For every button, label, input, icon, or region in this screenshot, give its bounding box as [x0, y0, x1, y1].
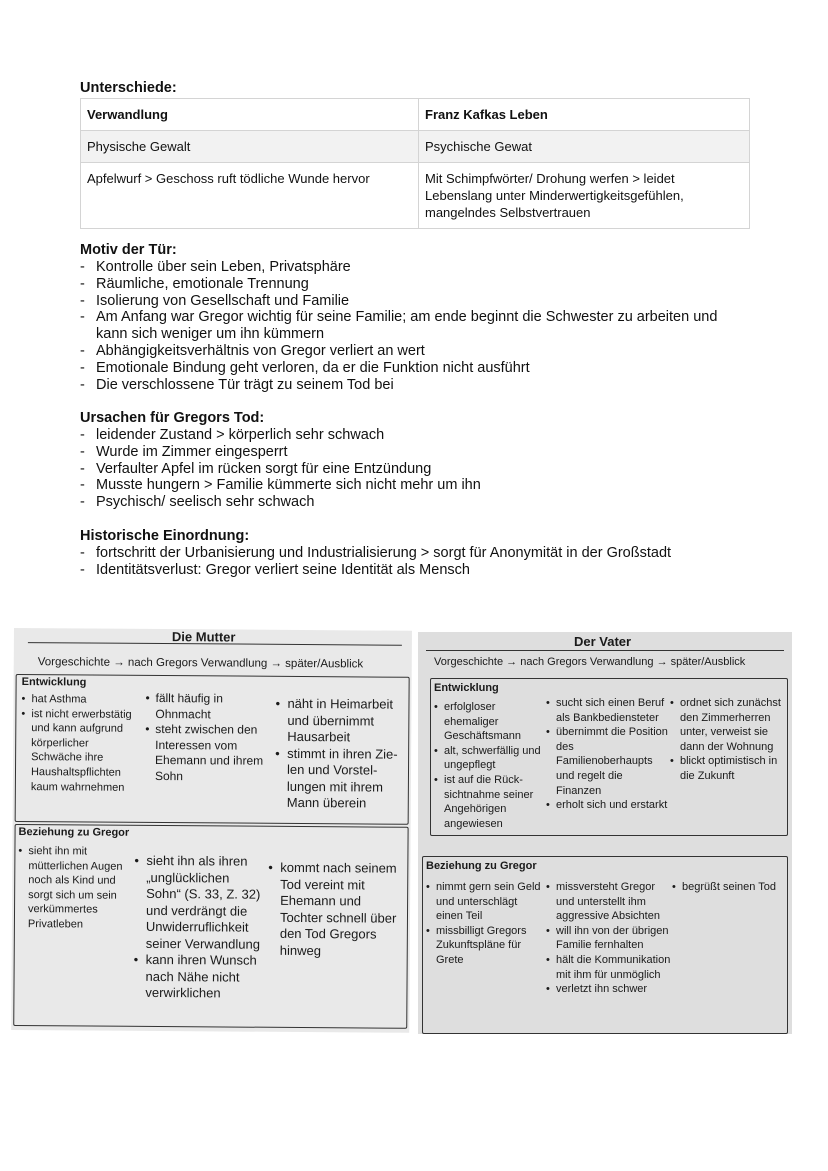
historisch-list [80, 545, 780, 579]
table-cell: Psychische Gewat [419, 131, 750, 163]
list-item: • erholt sich und erstarkt [546, 798, 668, 813]
historisch-heading: Historische Einordnung: [80, 528, 250, 544]
ursachen-list [80, 427, 750, 511]
list-item: • sucht sich einen Beruf als Bankbediensteter [546, 696, 668, 725]
mutter-title: Die Mutter [171, 629, 236, 645]
list-item: • missbilligt Gregors Zukunftspläne für Grete [426, 924, 542, 968]
flow-step: Vorgeschichte [37, 656, 111, 669]
list-item: - Verfaulter Apfel im rücken sorgt für eine Entzündung [80, 461, 750, 478]
list-item: • ordnet sich zunächst den Zimmerherren unter, verweist sie dann der Wohnung [670, 696, 784, 754]
vater-title: Der Vater [574, 634, 632, 649]
vater-entwicklung-col3 [670, 696, 784, 784]
list-item: • begrüßt seinen Tod [672, 880, 786, 895]
list-item: • hat Asthma [21, 692, 141, 707]
list-item: • ist nicht erwerbstätig und kann aufgrund körperlicher Schwäche ihre Haushaltspflichten kaum wahrnehmen [21, 707, 142, 795]
list-item: • alt, schwerfällig und ungepflegt [434, 744, 544, 773]
list-item: • nimmt gern sein Geld und unterschlägt einen Teil [426, 880, 542, 924]
table-row [81, 131, 750, 163]
ursachen-heading: Ursachen für Gregors Tod: [80, 410, 265, 426]
list-item: • kann ihren Wunsch nach Nähe nicht verwirklichen [133, 952, 263, 1002]
arrow-right-icon: → [270, 657, 283, 670]
vater-entwicklung-col2 [546, 696, 668, 813]
table-header-verwandlung: Verwandlung [81, 99, 419, 131]
list-item: • fällt häufig in Ohnmacht [145, 691, 271, 723]
mutter-beziehung-col3 [268, 860, 405, 960]
flow-step: später/Ausblick [670, 656, 746, 668]
vater-flow [434, 656, 745, 668]
mutter-entwicklung-col2 [145, 691, 272, 785]
arrow-right-icon: → [113, 656, 125, 669]
list-item: • sieht ihn als ihren „unglücklichen Sohn“ (S. 33, Z. 32) und verdrängt die Unwiderruflichkeit seiner Verwandlung [134, 853, 265, 953]
list-item: - Räumliche, emotionale Trennung [80, 276, 750, 293]
vater-entwicklung-label: Entwicklung [434, 682, 499, 694]
table-header-kafka: Franz Kafkas Leben [419, 99, 750, 131]
table-row [81, 163, 750, 229]
vater-beziehung-col3 [672, 880, 786, 895]
flow-step: nach Gregors Verwandlung [520, 656, 654, 668]
list-item: - Am Anfang war Gregor wichtig für seine Familie; am ende beginnt die Schwester zu arbeiten und kann sich weniger um ihn kümmern [80, 309, 750, 343]
arrow-right-icon: → [656, 656, 668, 668]
list-item: - leidender Zustand > körperlich sehr schwach [80, 427, 750, 444]
list-item: - Die verschlossene Tür trägt zu seinem Tod bei [80, 377, 750, 394]
unterschiede-heading: Unterschiede: [80, 80, 177, 96]
mutter-flow [38, 656, 363, 670]
vater-beziehung-label: Beziehung zu Gregor [426, 860, 537, 872]
mutter-panel [11, 628, 412, 1033]
table-cell: Physische Gewalt [81, 131, 419, 163]
list-item: • blickt optimistisch in die Zukunft [670, 754, 784, 783]
list-item: • kommt nach seinem Tod vereint mit Ehemann und Tochter schnell über den Tod Gregors hinweg [268, 860, 405, 960]
list-item: • näht in Heimarbeit und übernimmt Hausarbeit [275, 696, 407, 746]
mutter-entwicklung-col1 [21, 692, 142, 795]
flow-step: später/Ausblick [285, 657, 364, 671]
list-item: - Wurde im Zimmer eingesperrt [80, 444, 750, 461]
mutter-beziehung-col1 [18, 844, 131, 932]
list-item: • stimmt in ihren Zielen und Vorstellungen mit ihrem Mann überein [275, 745, 407, 812]
divider [426, 650, 784, 651]
motiv-heading: Motiv der Tür: [80, 242, 177, 258]
mutter-entwicklung-col3 [275, 696, 408, 812]
comparison-table [80, 98, 750, 229]
flow-step: nach Gregors Verwandlung [127, 656, 268, 670]
list-item: • will ihn von der übrigen Familie fernhalten [546, 924, 672, 953]
list-item: • verletzt ihn schwer [546, 982, 672, 997]
list-item: - Identitätsverlust: Gregor verliert seine Identität als Mensch [80, 562, 780, 579]
mutter-beziehung-label: Beziehung zu Gregor [18, 826, 130, 839]
table-header-row [81, 99, 750, 131]
vater-entwicklung-col1 [434, 700, 544, 831]
list-item: • erfolgloser ehemaliger Geschäftsmann [434, 700, 544, 744]
list-item: - Isolierung von Gesellschaft und Familie [80, 293, 750, 310]
list-item: • sieht ihn mit mütterlichen Augen noch als Kind und sorgt sich um sein verkümmertes Privatleben [18, 844, 131, 932]
list-item: - Abhängigkeitsverhältnis von Gregor verliert an wert [80, 343, 750, 360]
mutter-beziehung-col2 [133, 853, 264, 1002]
list-item: - fortschritt der Urbanisierung und Industrialisierung > sorgt für Anonymität in der Großstadt [80, 545, 780, 562]
table-cell: Apfelwurf > Geschoss ruft tödliche Wunde hervor [81, 163, 419, 229]
vater-beziehung-col2 [546, 880, 672, 997]
arrow-right-icon: → [506, 656, 518, 668]
list-item: - Musste hungern > Familie kümmerte sich nicht mehr um ihn [80, 477, 750, 494]
motiv-list [80, 259, 750, 393]
list-item: • übernimmt die Position des Familienoberhaupts und regelt die Finanzen [546, 725, 668, 798]
mutter-entwicklung-label: Entwicklung [21, 676, 87, 689]
list-item: - Psychisch/ seelisch sehr schwach [80, 494, 750, 511]
flow-step: Vorgeschichte [434, 656, 504, 668]
list-item: - Kontrolle über sein Leben, Privatsphäre [80, 259, 750, 276]
list-item: • steht zwischen den Interessen vom Ehemann und ihrem Sohn [145, 722, 271, 785]
list-item: • missversteht Gregor und unterstellt ihm aggressive Absichten [546, 880, 672, 924]
table-cell: Mit Schimpfwörter/ Drohung werfen > leidet Lebenslang unter Minderwertigkeitsgefühlen, mangelndes Selbstvertrauen [419, 163, 750, 229]
list-item: - Emotionale Bindung geht verloren, da er die Funktion nicht ausführt [80, 360, 750, 377]
list-item: • hält die Kommunikation mit ihm für unmöglich [546, 953, 672, 982]
vater-panel [418, 632, 792, 1034]
list-item: • ist auf die Rücksichtnahme seiner Angehörigen angewiesen [434, 773, 544, 831]
vater-beziehung-col1 [426, 880, 542, 968]
